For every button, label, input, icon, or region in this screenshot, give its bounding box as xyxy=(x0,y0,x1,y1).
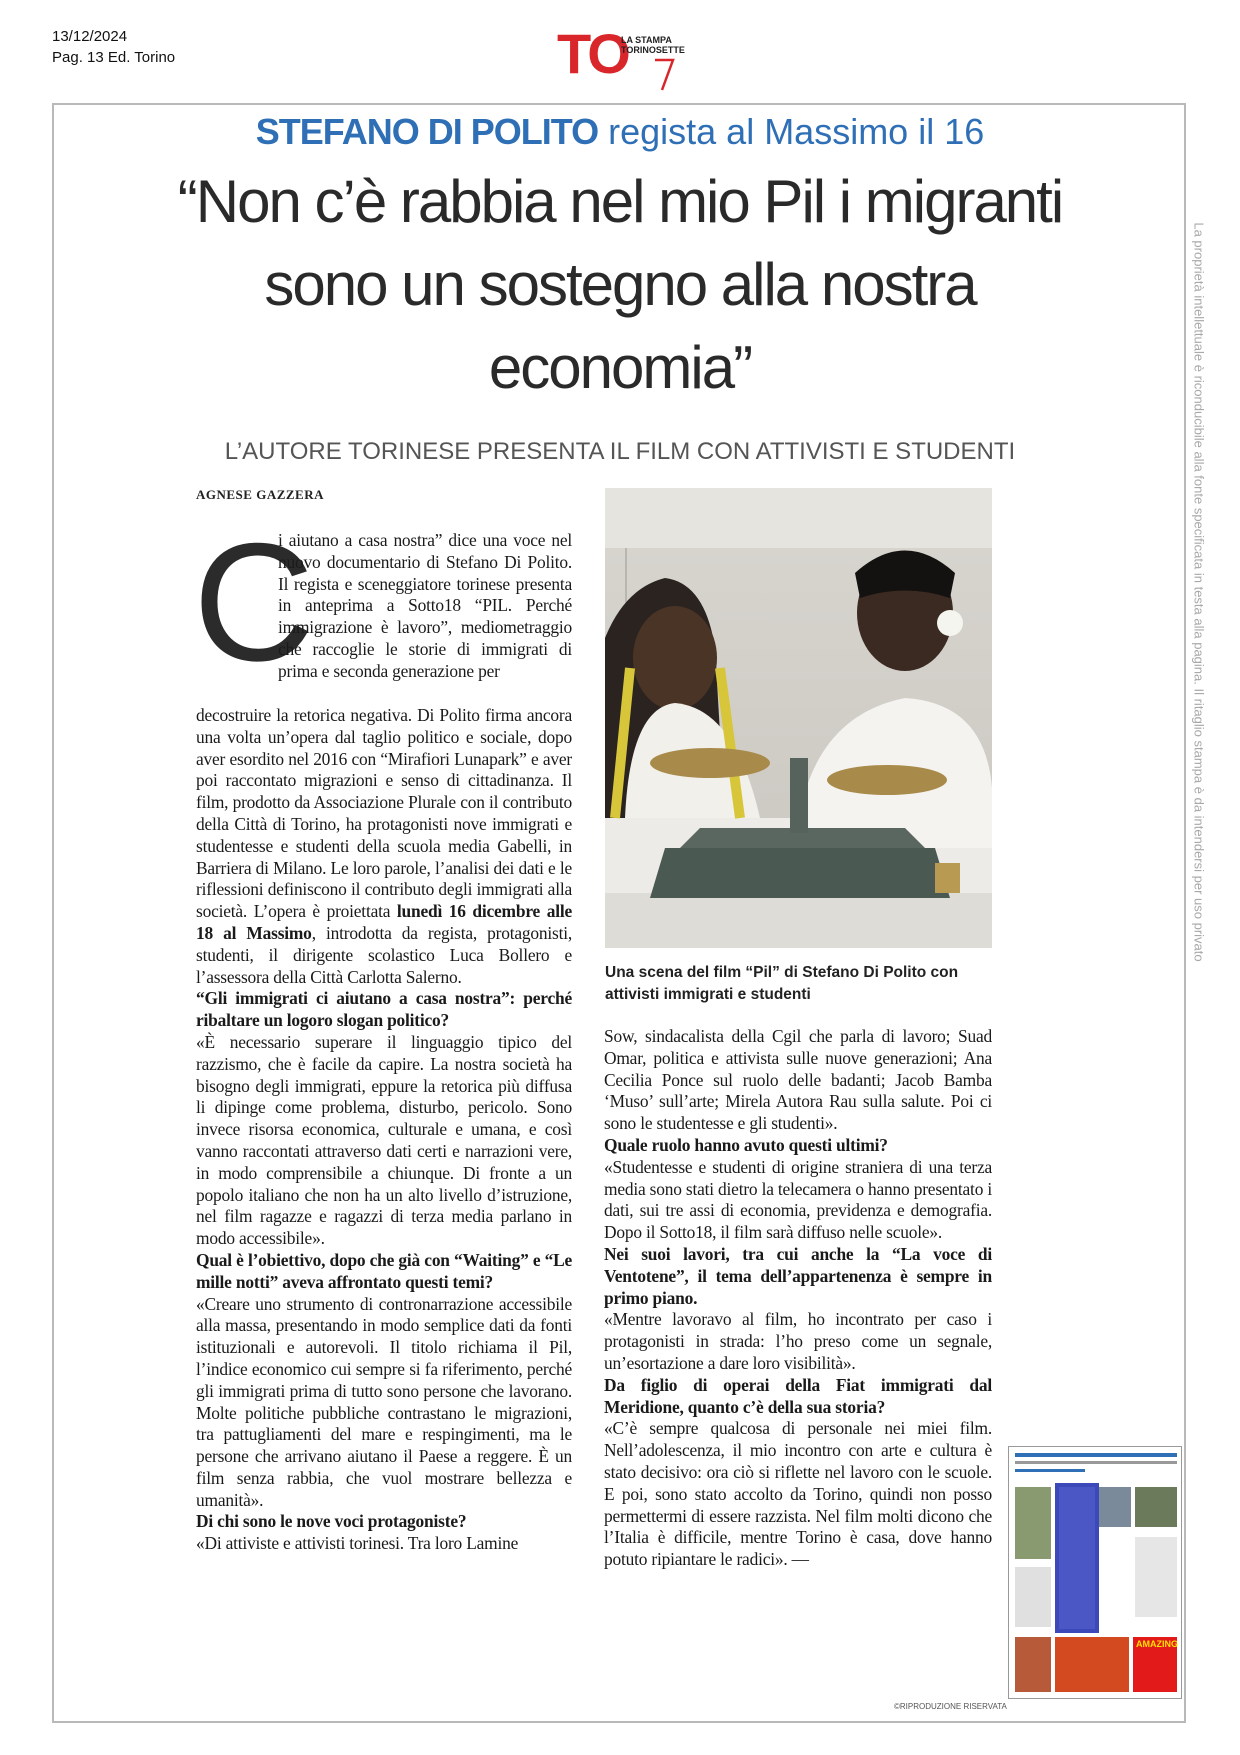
article-column-2 xyxy=(604,1026,992,1571)
page-thumbnail xyxy=(1008,1446,1182,1699)
answer-5: «Mentre lavoravo al film, ho incontrato per caso i protagonisti in strada: l’ho preso come un segnale, un’esortazione a dare loro visibilità». xyxy=(604,1309,992,1373)
question-6: Da figlio di operai della Fiat immigrati dal Meridione, quanto c’è della sua storia? xyxy=(604,1374,992,1417)
masthead-logo xyxy=(557,22,697,92)
masthead-brand-line1: LA STAMPA xyxy=(621,35,672,45)
kicker xyxy=(0,110,1240,154)
copyright-side-note-text: La proprietà intellettuale è riconducibile alla fonte specificata in testa alla pagina. Il ritaglio stampa è da intendersi per uso privato xyxy=(1191,222,1207,962)
question-1: “Gli immigrati ci aiutano a casa nostra”: perché ribaltare un logoro slogan politico? xyxy=(196,988,572,1031)
answer-2: «Creare uno strumento di contronarrazione accessibile alla massa, presentando in modo semplice dati da fonti istituzionali e autorevoli. Il titolo richiama il Pil, l’indice economico cui sempre si fa riferimento, perché gli immigrati prima di tutto sono persone che lavorano. Molte politiche pubbliche contrastano le migrazioni, tra pattugliamenti del mare e respingimenti, ma le persone che arrivano aiutano il Paese a reggere. È un film senza rabbia, che vuol mostrare bellezza e umanità». xyxy=(196,1293,572,1510)
answer-3-end: Sow, sindacalista della Cgil che parla di lavoro; Suad Omar, politica e attivista sulle nuove generazioni; Ana Cecilia Ponce sul ruolo delle badanti; Jacob Bamba ‘Muso’ sull’arte; Mirela Autora Rau sulla salute. Poi ci sono le studentesse e gli studenti». xyxy=(604,1026,992,1134)
film-still-photo xyxy=(605,488,992,948)
copyright-notice: ©RIPRODUZIONE RISERVATA xyxy=(894,1702,1007,1711)
answer-6: «C’è sempre qualcosa di personale nei miei film. Nell’adolescenza, il mio incontro con arte e cultura è stato decisivo: ora ciò si riflette nel lavoro con le scuole. E poi, sono stato accolto da Torino, quindi non posso permettermi di essere razzista. Nel film molti dicono che l’Italia è difficile, mentre Torino è casa, dove hanno potuto ripiantare le radici». — xyxy=(604,1418,992,1570)
screening-date: lunedì 16 dicembre alle 18 al Massimo xyxy=(196,901,572,943)
photo-caption: Una scena del film “Pil” di Stefano Di Polito con attivisti immigrati e studenti xyxy=(605,964,959,1003)
intro-paragraph-end: , introdotta da regista, protagonisti, studenti, il dirigente scolastico Luca Bollero e l’assessora della Città Carlotta Salerno. xyxy=(196,922,572,987)
intro-paragraph-top: i aiutano a casa nostra” dice una voce nel nuovo documentario di Stefano Di Polito. Il regista e sceneggiatore torinese presenta in anteprima a Sotto18 “PIL. Perché immigrazione è lavoro”, mediometraggio che raccoglie le storie di immigrati di prima e seconda generazione per xyxy=(278,530,572,681)
clipping-meta xyxy=(52,26,175,68)
thumbnail-banner: AMAZING xyxy=(1136,1639,1178,1649)
masthead-seven-icon xyxy=(653,58,677,92)
question-4: Quale ruolo hanno avuto questi ultimi? xyxy=(604,1134,888,1155)
answer-3-start: «Di attiviste e attivisti torinesi. Tra loro Lamine xyxy=(196,1533,519,1554)
byline: AGNESE GAZZERA xyxy=(196,487,324,502)
masthead-to: TO xyxy=(557,22,628,85)
kicker-name: STEFANO DI POLITO xyxy=(255,111,599,152)
question-5: Nei suoi lavori, tra cui anche la “La voce di Ventotene”, il tema dell’appartenenza è sempre in primo piano. xyxy=(604,1243,992,1308)
drop-cap: C xyxy=(193,508,315,696)
headline: “Non c’è rabbia nel mio Pil i migranti sono un sostegno alla nostra economia” xyxy=(177,168,1063,401)
answer-1: «È necessario superare il linguaggio tipico del razzismo, che è facile da capire. La nostra società ha bisogno degli immigrati, eppure la retorica più diffusa li dipinge come problema, disturbo, pericolo. Sono invece risorsa economica, culturale e umana, e così vanno raccontati attraverso dati certi e narrazioni vere, in modo comprensibile a chiunque. Di fronte a un popolo italiano che non ha un alto livello d’istruzione, nel film ragazze e ragazzi di terza media parlano in modo accessibile». xyxy=(196,1031,572,1249)
kicker-rest: regista al Massimo il 16 xyxy=(598,111,985,152)
answer-4: «Studentesse e studenti di origine straniera di una terza media sono stati dietro la telecamera o hanno presentato i dati, sui tre assi di economia, previdenza e demografia. Dopo il Sotto18, il film sarà diffuso nelle scuole». xyxy=(604,1156,992,1243)
masthead-brand xyxy=(621,35,685,55)
intro-paragraph: decostruire la retorica negativa. Di Polito firma ancora una volta un’opera dal taglio politico e sociale, dopo aver esordito nel 2016 con “Mirafiori Lunapark” e aver poi raccontato migrazioni e senso di cittadinanza. Il film, prodotto da Associazione Plurale con il contributo della Città di Torino, ha protagonisti nove immigrati e studentesse e studenti della scuola media Gabelli, in Barriera di Milano. Le loro parole, l’analisi dei dati e le riflessioni definiscono il contributo degli immigrati alla società. L’opera è proiettata xyxy=(196,705,572,922)
article-column-1 xyxy=(196,705,572,1555)
question-3: Di chi sono le nove voci protagoniste? xyxy=(196,1511,467,1532)
question-2: Qual è l’obiettivo, dopo che già con “Waiting” e “Le mille notti” aveva affrontato questi temi? xyxy=(196,1249,572,1292)
copyright-side-note xyxy=(1188,118,1210,1066)
subheadline: L’AUTORE TORINESE PRESENTA IL FILM CON ATTIVISTI E STUDENTI xyxy=(224,438,1016,465)
clipping-date: 13/12/2024 xyxy=(52,28,128,45)
clipping-page: Pag. 13 Ed. Torino xyxy=(52,49,176,66)
masthead-brand-line2: TORINOSETTE xyxy=(621,45,685,55)
